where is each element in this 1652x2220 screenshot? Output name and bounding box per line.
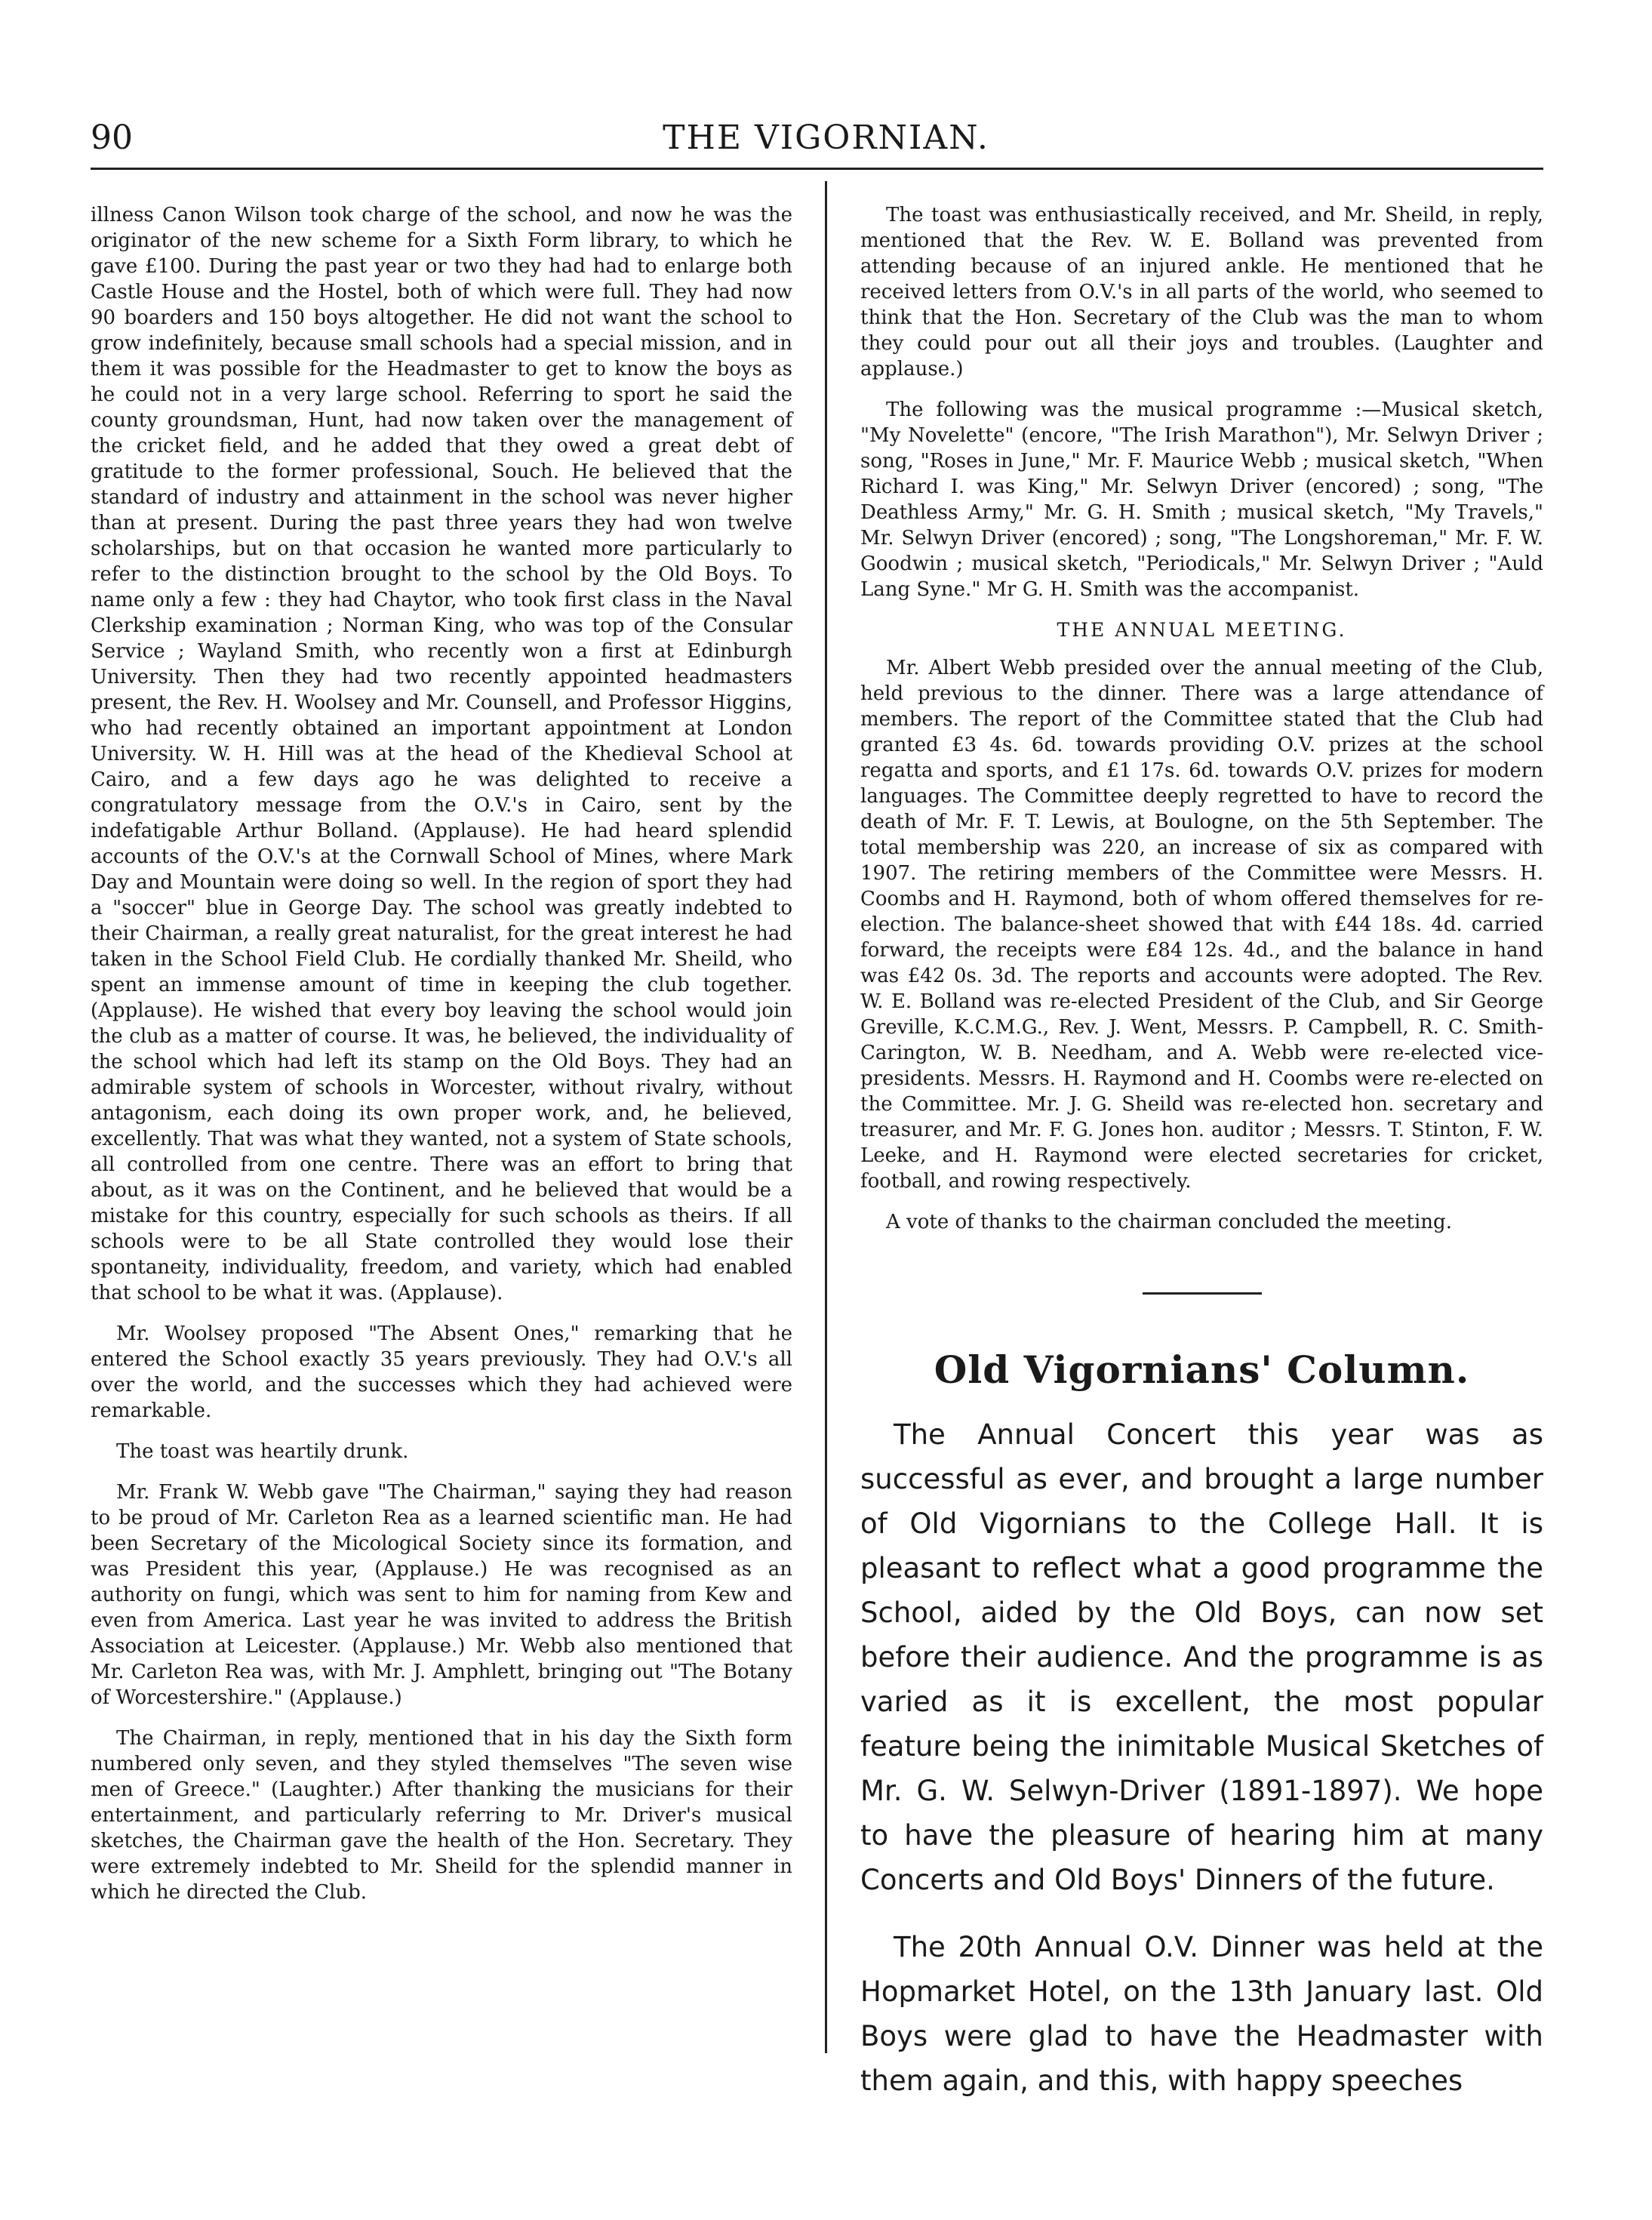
old-vigornians-column-title: Old Vigornians' Column. — [934, 1347, 1470, 1392]
page-number: 90 — [91, 119, 133, 157]
right-column — [860, 202, 1543, 2126]
header-rule — [91, 168, 1543, 170]
annual-meeting-paragraph-1: Mr. Albert Webb presided over the annual meeting of the Club, held previous to the dinner. There was a large attendance of members. The report of the Committee stated that the Club had granted £3 4s. 6d. towards providing O.V. prizes at the school regatta and sports, and £1 17s. 6d. towards O.V. prizes for modern languages. The Committee deeply regretted to have to record the death of Mr. F. T. Lewis, at Boulogne, on the 5th September. The total membership was 220, an increase of six as compared with 1907. The retiring members of the Committee were Messrs. H. Coombs and H. Raymond, both of whom offered themselves for re-election. The balance-sheet showed that with £44 18s. 4d. carried forward, the receipts were £84 12s. 4d., and the balance in hand was £42 0s. 3d. The reports and accounts were adopted. The Rev. W. E. Bolland was re-elected President of the Club, and Sir George Greville, K.C.M.G., Rev. J. Went, Messrs. P. Campbell, R. C. Smith-Carington, W. B. Needham, and A. Webb were re-elected vice-presidents. Messrs. H. Raymond and H. Coombs were re-elected on the Committee. Mr. J. G. Sheild was re-elected hon. secretary and treasurer, and Mr. F. G. Jones hon. auditor ; Messrs. T. Stinton, F. W. Leeke, and H. Raymond were elected secretaries for cricket, football, and rowing respectively. — [860, 657, 1543, 1193]
left-paragraph-3: The toast was heartily drunk. — [116, 1440, 409, 1463]
running-head: THE VIGORNIAN. — [663, 119, 989, 157]
left-paragraph-1: illness Canon Wilson took charge of the school, and now he was the originator of the new scheme for a Sixth Form library, to which he gave £100. During the past year or two they had had to enlarge both Castle House and the Hostel, both of which were full. They had now 90 boarders and 150 boys altogether. He did not want the school to grow indefinitely, because small schools had a special mission, and in them it was possible for the Headmaster to get to know the boys as he could not in a very large school. Referring to sport he said the county groundsman, Hunt, had now taken over the management of the cricket field, and he added that they owed a great debt of gratitude to the former professional, Souch. He believed that the standard of industry and attainment in the school was never higher than at present. During the past three years they had won twelve scholarships, but on that occasion he wanted more particularly to refer to the distinction brought to the school by the Old Boys. To name only a few : they had Chaytor, who took first class in the Naval Clerkship examination ; Norman King, who was top of the Consular Service ; Wayland Smith, who recently won a first at Edinburgh University. Then they had two recently appointed headmasters present, the Rev. H. Woolsey and Mr. Counsell, and Professor Higgins, who had recently obtained an important appointment at London University. W. H. Hill was at the head of the Khedieval School at Cairo, and a few days ago he was delighted to receive a congratulatory message from the O.V.'s in Cairo, sent by the indefatigable Arthur Bolland. (Applause). He had heard splendid accounts of the O.V.'s at the Cornwall School of Mines, where Mark Day and Mountain were doing so well. In the region of sport they had a "soccer" blue in George Day. The school was greatly indebted to their Chairman, a really great naturalist, for the great interest he had taken in the School Field Club. He cordially thanked Mr. Sheild, who spent an immense amount of time in keeping the club together. (Applause). He wished that every boy leaving the school would join the club as a matter of course. It was, he believed, the individuality of the school which had left its stamp on the Old Boys. They had an admirable system of schools in Worcester, without rivalry, without antagonism, each doing its own proper work, and, he believed, excellently. That was what they wanted, not a system of State schools, all controlled from one centre. There was an effort to bring that about, as it was on the Continent, and he believed that would be a mistake for this country, especially for such schools as theirs. If all schools were to be all State controlled they would lose their spontaneity, individuality, freedom, and variety, which had enabled that school to be what it was. (Applause). — [91, 204, 792, 1304]
left-column — [91, 202, 792, 1920]
annual-meeting-heading: THE ANNUAL MEETING. — [1057, 619, 1347, 641]
right-paragraph-1: The toast was enthusiastically received, and Mr. Sheild, in reply, mentioned that the Rev. W. E. Bolland was prevented from attending because of an injured ankle. He mentioned that he received letters from O.V.'s in all parts of the world, who seemed to think that the Hon. Secretary of the Club was the man to whom they could pour out all their joys and troubles. (Laughter and applause.) — [860, 204, 1543, 380]
column-divider — [825, 181, 827, 2053]
left-paragraph-4: Mr. Frank W. Webb gave "The Chairman," saying they had reason to be proud of Mr. Carleton Rea as a learned scientific man. He had been Secretary of the Micological Society since its formation, and was President this year, (Applause.) He was recognised as an authority on fungi, which was sent to him for naming from Kew and even from America. Last year he was invited to address the British Association at Leicester. (Applause.) Mr. Webb also mentioned that Mr. Carleton Rea was, with Mr. J. Amphlett, bringing out "The Botany of Worcestershire." (Applause.) — [91, 1481, 792, 1709]
section-separator — [1143, 1292, 1262, 1295]
left-paragraph-5: The Chairman, in reply, mentioned that in his day the Sixth form numbered only seven, and they styled themselves "The seven wise men of Greece." (Laughter.) After thanking the musicians for their entertainment, and particularly referring to Mr. Driver's musical sketches, the Chairman gave the health of the Hon. Secretary. They were extremely indebted to Mr. Sheild for the splendid manner in which he directed the Club. — [91, 1727, 792, 1904]
left-paragraph-2: Mr. Woolsey proposed "The Absent Ones," remarking that he entered the School exactly 35 years previously. They had O.V.'s all over the world, and the successes which they had achieved were remarkable. — [91, 1322, 792, 1422]
column-paragraph-2: The 20th Annual O.V. Dinner was held at the Hopmarket Hotel, on the 13th January last. Old Boys were glad to have the Headmaster with them again, and this, with happy speeches — [860, 1931, 1543, 2097]
right-paragraph-2: The following was the musical programme :—Musical sketch, "My Novelette" (encore, "The Irish Marathon"), Mr. Selwyn Driver ; song, "Roses in June," Mr. F. Maurice Webb ; musical sketch, "When Richard I. was King," Mr. Selwyn Driver (encored) ; song, "The Deathless Army," Mr. G. H. Smith ; musical sketch, "My Travels," Mr. Selwyn Driver (encored) ; song, "The Longshoreman," Mr. F. W. Goodwin ; musical sketch, "Periodicals," Mr. Selwyn Driver ; "Auld Lang Syne." Mr G. H. Smith was the accompanist. — [860, 399, 1543, 601]
annual-meeting-paragraph-2: A vote of thanks to the chairman concluded the meeting. — [886, 1211, 1452, 1233]
column-paragraph-1: The Annual Concert this year was as successful as ever, and brought a large number of Old Vigornians to the College Hall. It is pleasant to reflect what a good programme the School, aided by the Old Boys, can now set before their audience. And the programme is as varied as it is excellent, the most popular feature being the inimitable Musical Sketches of Mr. G. W. Selwyn-Driver (1891-1897). We hope to have the pleasure of hearing him at many Concerts and Old Boys' Dinners of the future. — [860, 1418, 1543, 1896]
